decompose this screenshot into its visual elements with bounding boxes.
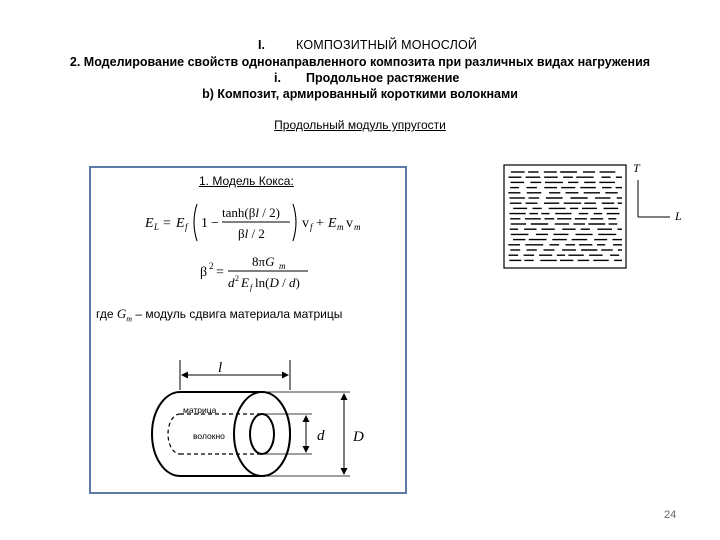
item-heading: b) Композит, армированный короткими волокнами [202,87,518,101]
svg-text:E: E [176,216,185,231]
svg-text:f: f [250,283,253,292]
part-number: I. [258,38,265,52]
svg-text:E: E [241,275,249,290]
short-fiber-composite-figure [500,160,680,275]
slide-subtitle: Продольный модуль упругости [274,118,446,132]
section-heading: 2. Моделирование свойств однонаправленного композита при различных видах нагружения [69,55,651,69]
where-symbol: G [116,306,127,321]
svg-text:ln(D / d): ln(D / d) [255,275,300,290]
cox-formula [140,196,370,296]
part-title: КОМПОЗИТНЫЙ МОНОСЛОЙ [296,38,478,52]
svg-text:E: E [328,216,337,231]
outer-diameter-label: D [353,429,364,445]
svg-text:f: f [310,222,313,232]
subsection-title: Продольное растяжение [306,71,460,85]
svg-text:f: f [185,222,188,232]
length-label: l [218,360,223,376]
svg-text:m: m [354,222,361,232]
svg-text:2: 2 [209,261,214,271]
svg-text:=: = [163,216,171,231]
where-note: где $G_m$ – модуль сдвига материала матрицы [96,306,343,324]
page-number: 24 [664,509,677,521]
svg-text:v: v [302,216,309,231]
svg-text:m: m [279,261,286,271]
svg-text:βl / 2: βl / 2 [238,226,265,241]
svg-text:8πG: 8πG [252,254,275,269]
fiber-cylinder-diagram [150,350,380,485]
inner-diameter-label: d [317,428,325,444]
svg-text:β: β [200,265,208,280]
subsection-number: i. [274,71,281,85]
matrix-label: матрица [183,405,217,415]
svg-text:m: m [337,222,344,232]
svg-text:E: E [145,216,154,231]
svg-text:1: 1 [201,216,208,231]
svg-text:d: d [228,275,235,290]
svg-text:tanh(βl / 2): tanh(βl / 2) [222,205,280,220]
axis-longitudinal-label: L [675,209,682,223]
svg-text:v: v [346,216,353,231]
svg-text:+: + [316,216,324,231]
svg-text:2: 2 [235,274,239,283]
svg-text:L: L [154,222,160,232]
model-title: 1. Модель Кокса: [199,174,294,188]
fiber-label: волокно [193,431,225,441]
axis-transverse-label: T [633,161,640,175]
svg-text:=: = [216,265,224,280]
svg-text:−: − [211,216,219,231]
